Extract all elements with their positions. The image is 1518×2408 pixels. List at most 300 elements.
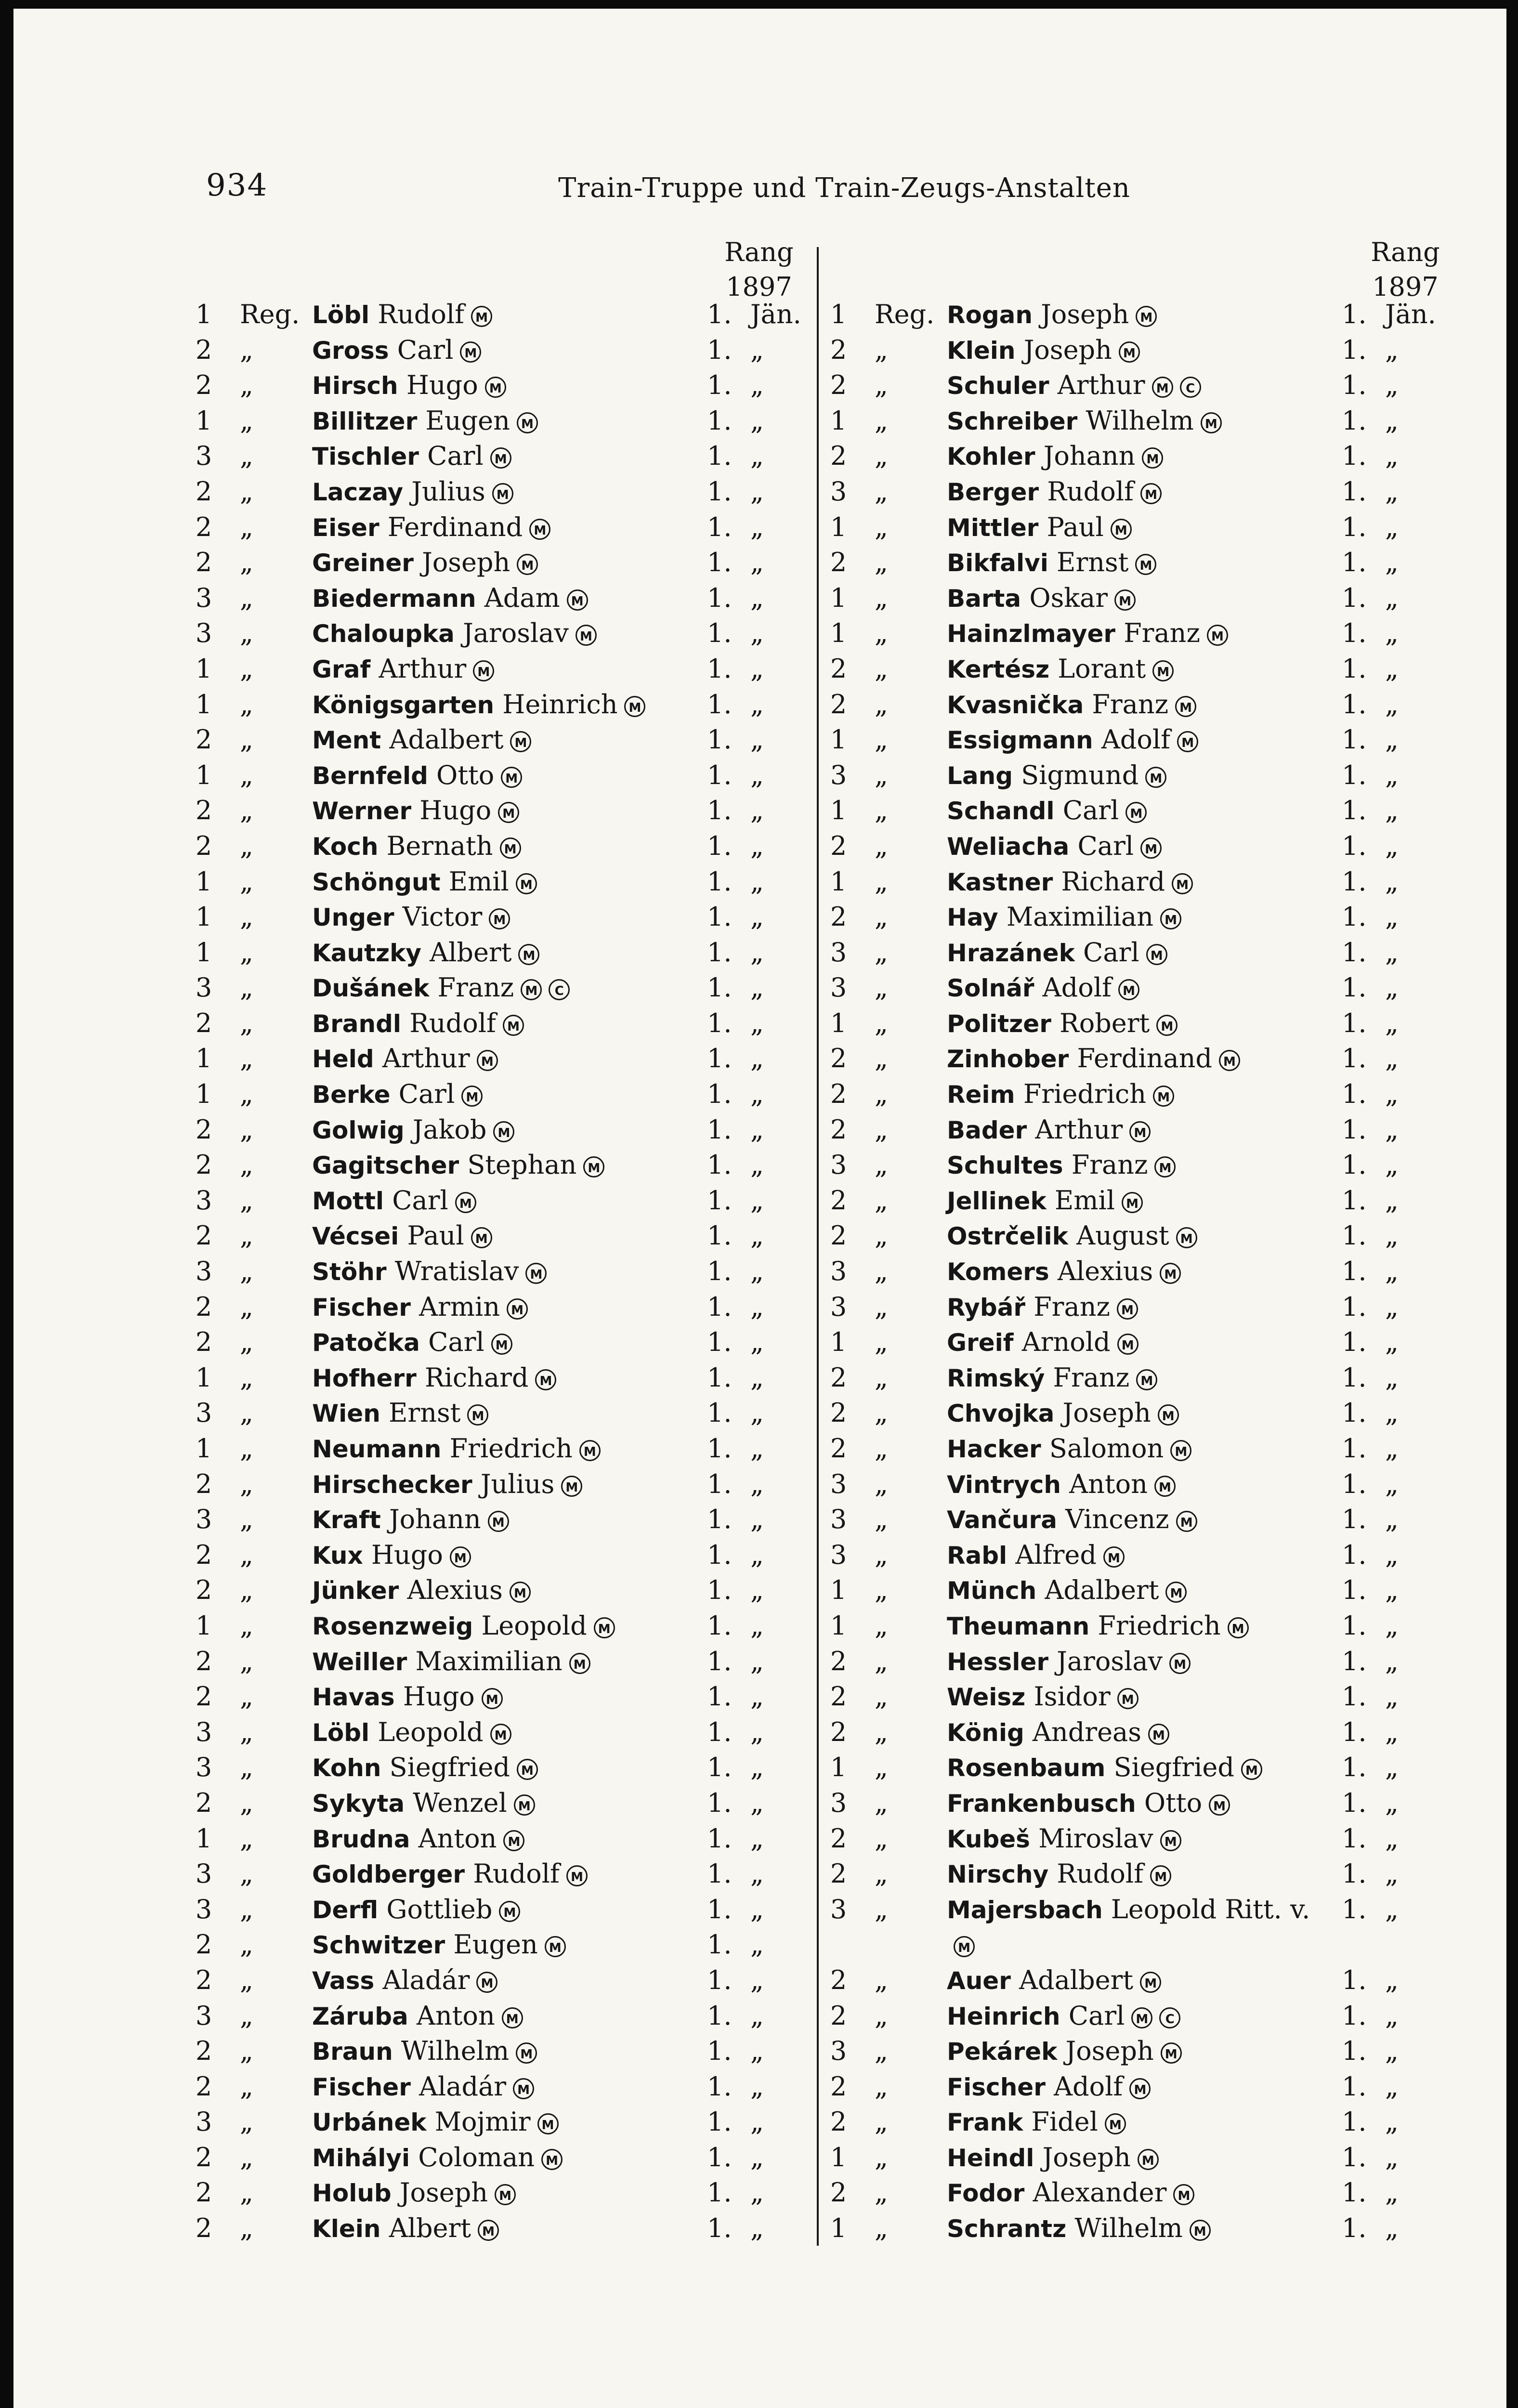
surname: Kohler — [947, 443, 1035, 471]
marker-m-badge: M — [1207, 625, 1228, 646]
ditto-mark: „ — [1385, 1575, 1399, 1606]
surname: Tischler — [312, 443, 419, 471]
surname: Komers — [947, 1258, 1049, 1286]
regiment-number: 2 — [830, 902, 847, 932]
given-name: Eugen — [425, 405, 510, 436]
ditto-mark: „ — [875, 1008, 888, 1038]
list-row — [826, 545, 1518, 580]
marker-m-badge: M — [503, 1015, 524, 1036]
ditto-mark: „ — [240, 547, 253, 578]
list-row — [826, 1466, 1518, 1502]
ditto-mark: „ — [1385, 547, 1399, 578]
marker-m-badge: M — [1173, 2184, 1194, 2205]
given-name: Eugen — [453, 1929, 538, 1960]
ditto-mark: „ — [875, 1681, 888, 1712]
ditto-mark: „ — [750, 1575, 764, 1606]
surname: Wien — [312, 1400, 380, 1428]
rank-day: 1. — [1342, 1858, 1367, 1889]
regiment-number: 2 — [830, 689, 847, 720]
rank-day: 1. — [1342, 1610, 1367, 1641]
rank-day: 1. — [1342, 830, 1367, 861]
marker-m-badge: M — [493, 1121, 514, 1142]
surname: Jellinek — [947, 1187, 1047, 1215]
rank-day: 1. — [707, 299, 732, 329]
page-sheet — [13, 9, 1506, 2408]
ditto-mark: „ — [750, 1929, 764, 1960]
ditto-mark: „ — [875, 830, 888, 861]
ditto-mark: „ — [240, 902, 253, 932]
list-row — [826, 1821, 1518, 1857]
rank-day: 1. — [1342, 1362, 1367, 1393]
regiment-number: 2 — [195, 2036, 212, 2067]
surname: Heinrich — [947, 2002, 1060, 2030]
surname: Mittler — [947, 513, 1039, 542]
regiment-number: 1 — [830, 2142, 847, 2172]
surname: Hainzlmayer — [947, 620, 1116, 648]
marker-m-badge: M — [1161, 2042, 1182, 2064]
rank-day: 1. — [707, 2107, 732, 2137]
given-name: Franz — [1124, 618, 1200, 649]
given-name: Oskar — [1029, 582, 1108, 613]
surname: Goldberger — [312, 1860, 465, 1889]
surname: Ostrčelik — [947, 1222, 1068, 1251]
rank-day: 1. — [1342, 1468, 1367, 1499]
surname: Chvojka — [947, 1400, 1055, 1428]
right-rang-header — [1357, 235, 1453, 304]
officer-name — [312, 1466, 582, 1503]
officer-name — [312, 2175, 516, 2212]
surname: Vécsei — [312, 1222, 399, 1251]
officer-name — [312, 2140, 563, 2176]
list-row — [826, 367, 1518, 403]
rank-day: 1. — [1342, 1646, 1367, 1676]
surname: Hirschecker — [312, 1470, 472, 1499]
regiment-number: 3 — [195, 1504, 212, 1535]
marker-m-badge: M — [1209, 1794, 1230, 1816]
ditto-mark: „ — [1385, 1468, 1399, 1499]
list-row — [826, 2211, 1518, 2246]
surname: Schuler — [947, 372, 1049, 400]
reg-label: Reg. — [240, 299, 300, 329]
list-row — [826, 403, 1518, 439]
officer-name — [312, 1608, 615, 1645]
marker-m-badge: M — [1117, 1688, 1138, 1709]
ditto-mark: „ — [1385, 1894, 1399, 1924]
given-name: Rudolf — [409, 1008, 496, 1038]
regiment-number: 2 — [195, 1114, 212, 1145]
regiment-number: 2 — [195, 724, 212, 755]
list-row — [826, 935, 1518, 970]
regiment-number: 2 — [830, 1398, 847, 1428]
ditto-mark: „ — [875, 2107, 888, 2137]
left-rang-header — [711, 235, 807, 304]
rank-day: 1. — [1342, 1079, 1367, 1110]
marker-m-badge: M — [1146, 944, 1167, 965]
marker-m-badge: M — [1129, 1121, 1151, 1142]
rank-day: 1. — [1342, 1787, 1367, 1818]
given-name: Adam — [484, 582, 560, 613]
list-row — [826, 970, 1518, 1006]
marker-m-badge: M — [1150, 1865, 1171, 1886]
rank-day: 1. — [1342, 1398, 1367, 1428]
ditto-mark: „ — [875, 2177, 888, 2208]
ditto-mark: „ — [240, 618, 253, 649]
regiment-number: 1 — [830, 1752, 847, 1783]
officer-name — [947, 615, 1228, 652]
rank-day: 1. — [707, 618, 732, 649]
regiment-number: 1 — [195, 1610, 212, 1641]
ditto-mark: „ — [240, 1929, 253, 1960]
ditto-mark: „ — [750, 653, 764, 684]
ditto-mark: „ — [750, 2071, 764, 2102]
regiment-number: 2 — [195, 1468, 212, 1499]
officer-name — [312, 1502, 509, 1538]
officer-name — [947, 1431, 1191, 1467]
regiment-number: 2 — [830, 1716, 847, 1747]
marker-m-badge: M — [1119, 341, 1140, 363]
marker-m-badge: M — [1138, 2149, 1159, 2170]
officer-name — [947, 1041, 1240, 1077]
regiment-number: 2 — [830, 1185, 847, 1216]
given-name: Richard — [1061, 866, 1165, 897]
page-number: 934 — [206, 168, 268, 203]
marker-m-badge: M — [471, 1227, 492, 1248]
ditto-mark: „ — [1385, 689, 1399, 720]
list-row — [826, 1963, 1518, 1998]
surname: Berger — [947, 478, 1039, 506]
regiment-number: 1 — [830, 405, 847, 436]
marker-m-badge: M — [501, 767, 522, 788]
regiment-number: 2 — [195, 547, 212, 578]
ditto-mark: „ — [875, 1646, 888, 1676]
regiment-number: 2 — [195, 830, 212, 861]
marker-m-badge: M — [460, 341, 481, 363]
list-row — [826, 1324, 1518, 1360]
given-name: Wilhelm — [401, 2036, 510, 2067]
given-name: Friedrich — [1098, 1610, 1221, 1641]
regiment-number: 1 — [830, 299, 847, 329]
ditto-mark: „ — [750, 1043, 764, 1074]
marker-m-badge: M — [1152, 660, 1174, 681]
rank-day: 1. — [707, 1964, 732, 1995]
officer-name — [947, 1289, 1138, 1326]
given-name: Jakob — [412, 1114, 487, 1145]
regiment-number: 2 — [830, 2177, 847, 2208]
surname: Patočka — [312, 1329, 420, 1357]
regiment-number: 2 — [195, 1646, 212, 1676]
officer-name — [312, 793, 519, 829]
ditto-mark: „ — [1385, 405, 1399, 436]
given-name: Wenzel — [413, 1787, 507, 1818]
ditto-mark: „ — [875, 1433, 888, 1464]
officer-name — [312, 1289, 528, 1326]
marker-m-badge: M — [513, 2078, 534, 2099]
rank-day: 1. — [707, 1185, 732, 1216]
regiment-number: 1 — [830, 2213, 847, 2244]
given-name: Robert — [1060, 1008, 1150, 1038]
marker-m-badge: M — [490, 447, 511, 469]
surname: Koch — [312, 832, 379, 861]
marker-m-badge: M — [450, 1546, 471, 1568]
marker-m-badge: M — [1175, 696, 1196, 717]
ditto-mark: „ — [750, 1468, 764, 1499]
surname: Fischer — [312, 2073, 411, 2101]
surname: Záruba — [312, 2002, 408, 2030]
ditto-mark: „ — [1385, 334, 1399, 365]
surname: Laczay — [312, 478, 404, 506]
surname: Golwig — [312, 1116, 405, 1144]
reg-label: Reg. — [875, 299, 935, 329]
ditto-mark: „ — [750, 1716, 764, 1747]
ditto-mark: „ — [750, 2107, 764, 2137]
ditto-mark: „ — [1385, 759, 1399, 790]
officer-name — [312, 1183, 476, 1219]
officer-name — [312, 758, 522, 794]
regiment-number: 2 — [830, 1079, 847, 1110]
given-name: Julius — [411, 476, 485, 507]
marker-m-badge: M — [491, 1334, 512, 1355]
rank-day: 1. — [1342, 1220, 1367, 1251]
list-row — [826, 2140, 1518, 2175]
list-row — [826, 1041, 1518, 1076]
ditto-mark: „ — [750, 1114, 764, 1145]
given-name: Rudolf — [473, 1858, 560, 1889]
rank-day: 1. — [1342, 1894, 1367, 1924]
regiment-number: 1 — [195, 1823, 212, 1854]
ditto-mark: „ — [1385, 1008, 1399, 1038]
officer-name — [947, 1679, 1138, 1715]
ditto-mark: „ — [1385, 618, 1399, 649]
marker-m-badge: M — [1176, 1511, 1197, 1532]
ditto-mark: „ — [875, 1752, 888, 1783]
regiment-number: 2 — [195, 1681, 212, 1712]
regiment-number: 2 — [195, 1964, 212, 1995]
officer-name — [312, 828, 521, 865]
ditto-mark: „ — [240, 334, 253, 365]
list-row — [826, 297, 1518, 332]
ditto-mark: „ — [240, 441, 253, 471]
officer-name — [947, 1714, 1169, 1751]
regiment-number: 2 — [195, 2213, 212, 2244]
surname: Rybář — [947, 1293, 1026, 1322]
surname: Hacker — [947, 1435, 1041, 1463]
given-name: Armin — [419, 1291, 500, 1322]
surname: Urbánek — [312, 2108, 427, 2137]
rank-day: 1. — [1342, 1150, 1367, 1180]
given-name: Carl — [1068, 2000, 1125, 2031]
marker-m-badge: M — [499, 1901, 520, 1922]
marker-m-badge: M — [1190, 2220, 1211, 2241]
ditto-mark: „ — [1385, 476, 1399, 507]
officer-name — [947, 1502, 1197, 1538]
marker-m-badge: M — [514, 1794, 535, 1816]
surname: Gross — [312, 336, 389, 365]
rank-day: 1. — [1342, 2071, 1367, 2102]
regiment-number: 2 — [195, 334, 212, 365]
officer-name — [312, 1856, 588, 1893]
list-row — [826, 1218, 1518, 1254]
rank-day: 1. — [707, 1823, 732, 1854]
ditto-mark: „ — [240, 1220, 253, 1251]
surname: Pekárek — [947, 2038, 1058, 2066]
rank-day: 1. — [707, 759, 732, 790]
given-name: Coloman — [418, 2142, 535, 2172]
ditto-mark: „ — [750, 1752, 764, 1783]
ditto-mark: „ — [240, 1646, 253, 1676]
ditto-mark: „ — [875, 370, 888, 401]
given-name: Mojmir — [434, 2107, 531, 2137]
officer-name — [312, 1821, 524, 1858]
ditto-mark: „ — [875, 547, 888, 578]
surname: Schreiber — [947, 407, 1078, 435]
surname: Rogan — [947, 301, 1033, 329]
rank-day: 1. — [1342, 334, 1367, 365]
ditto-mark: „ — [240, 2213, 253, 2244]
marker-m-badge: M — [1169, 1653, 1191, 1674]
rank-day: 1. — [1342, 1291, 1367, 1322]
ditto-mark: „ — [750, 1610, 764, 1641]
ditto-mark: „ — [750, 2213, 764, 2244]
given-name: Wilhelm — [1074, 2213, 1183, 2244]
rank-day: 1. — [707, 405, 732, 436]
marker-m-badge: M — [1154, 1156, 1176, 1178]
marker-m-badge: M — [1135, 554, 1156, 575]
surname: Schultes — [947, 1152, 1063, 1180]
rank-day: 1. — [1342, 2142, 1367, 2172]
surname: Billitzer — [312, 407, 418, 435]
rank-day: 1. — [707, 1256, 732, 1287]
given-name: Maximilian — [1006, 902, 1154, 932]
rank-day: 1. — [707, 1539, 732, 1570]
ditto-mark: „ — [875, 902, 888, 932]
ditto-mark: „ — [750, 1787, 764, 1818]
ditto-mark: „ — [750, 937, 764, 968]
regiment-number: 2 — [830, 2071, 847, 2102]
regiment-number: 2 — [195, 1150, 212, 1180]
ditto-mark: „ — [240, 1504, 253, 1535]
given-name: Adolf — [1042, 972, 1112, 1003]
ditto-mark: „ — [750, 830, 764, 861]
surname: Rosenzweig — [312, 1612, 473, 1640]
regiment-number: 2 — [830, 370, 847, 401]
marker-m-badge: M — [1153, 1086, 1174, 1107]
officer-name — [947, 1608, 1249, 1645]
given-name: Victor — [402, 902, 483, 932]
marker-m-badge: M — [473, 660, 494, 681]
surname: Lang — [947, 761, 1013, 790]
given-name: Franz — [1053, 1362, 1130, 1393]
given-name: Adolf — [1101, 724, 1171, 755]
marker-m-badge: M — [576, 625, 597, 646]
given-name: Alfred — [1015, 1539, 1097, 1570]
officer-name — [947, 1892, 1310, 1928]
ditto-mark: „ — [1385, 1681, 1399, 1712]
regiment-number: 2 — [830, 1646, 847, 1676]
ditto-mark: „ — [240, 653, 253, 684]
ditto-mark: „ — [875, 1114, 888, 1145]
surname: Dušánek — [312, 974, 430, 1003]
ditto-mark: „ — [875, 2142, 888, 2172]
marker-m-badge: M — [1145, 767, 1166, 788]
marker-m-badge: M — [516, 2042, 537, 2064]
officer-name — [947, 1218, 1197, 1255]
ditto-mark: „ — [1385, 1752, 1399, 1783]
surname: Hay — [947, 903, 998, 932]
ditto-mark: „ — [1385, 2142, 1399, 2172]
officer-name — [312, 2104, 559, 2141]
marker-m-badge: M — [1160, 1830, 1181, 1851]
given-name: Friedrich — [1023, 1079, 1147, 1110]
ditto-mark: „ — [1385, 370, 1399, 401]
regiment-number: 2 — [830, 830, 847, 861]
marker-m-badge: M — [507, 1298, 528, 1320]
ditto-mark: „ — [875, 1398, 888, 1428]
ditto-mark: „ — [1385, 1327, 1399, 1358]
officer-name — [947, 651, 1174, 688]
ditto-mark: „ — [1385, 1823, 1399, 1854]
surname: Chaloupka — [312, 620, 455, 648]
officer-name — [947, 687, 1196, 723]
list-row — [826, 1644, 1518, 1679]
ditto-mark: „ — [875, 2213, 888, 2244]
ditto-mark: „ — [750, 618, 764, 649]
rank-day: 1. — [707, 830, 732, 861]
rank-day: 1. — [1342, 370, 1367, 401]
surname: Bader — [947, 1116, 1027, 1144]
regiment-number: 2 — [830, 2000, 847, 2031]
officer-name — [947, 1572, 1187, 1609]
ditto-mark: „ — [1385, 866, 1399, 897]
rank-day: 1. — [1342, 724, 1367, 755]
ditto-mark: „ — [750, 1858, 764, 1889]
regiment-number: 2 — [195, 2177, 212, 2208]
given-name: Johann — [389, 1504, 481, 1535]
surname: Vančura — [947, 1506, 1057, 1534]
ditto-mark: „ — [240, 1964, 253, 1995]
rank-day: 1. — [1342, 1185, 1367, 1216]
given-name: Joseph — [1065, 2036, 1154, 2067]
rank-day: 1. — [1342, 1256, 1367, 1287]
ditto-mark: „ — [750, 972, 764, 1003]
list-row — [826, 1502, 1518, 1537]
given-name: Ernst — [388, 1398, 461, 1428]
surname: Vintrych — [947, 1470, 1061, 1499]
list-row — [826, 1360, 1518, 1396]
regiment-number: 2 — [830, 1433, 847, 1464]
officer-name — [312, 1537, 471, 1574]
given-name: Leopold — [378, 1716, 484, 1747]
officer-name — [947, 1183, 1143, 1219]
rank-day: 1. — [707, 866, 732, 897]
surname: Auer — [947, 1966, 1011, 1995]
marker-m-badge: M — [1172, 873, 1193, 894]
surname: Kautzky — [312, 939, 421, 967]
rank-day: 1. — [1342, 902, 1367, 932]
surname: Löbl — [312, 1718, 370, 1747]
regiment-number: 1 — [195, 759, 212, 790]
list-row — [826, 1147, 1518, 1183]
ditto-mark: „ — [875, 937, 888, 968]
marker-m-badge: M — [567, 589, 588, 611]
ditto-mark: „ — [750, 1964, 764, 1995]
ditto-mark: „ — [240, 2142, 253, 2172]
given-name: Heinrich — [502, 689, 618, 720]
marker-m-badge: M — [1152, 377, 1173, 398]
marker-m-badge: M — [954, 1936, 975, 1957]
surname: Weisz — [947, 1683, 1026, 1712]
rank-day: 1. — [707, 1362, 732, 1393]
given-name: Joseph — [1041, 299, 1129, 329]
